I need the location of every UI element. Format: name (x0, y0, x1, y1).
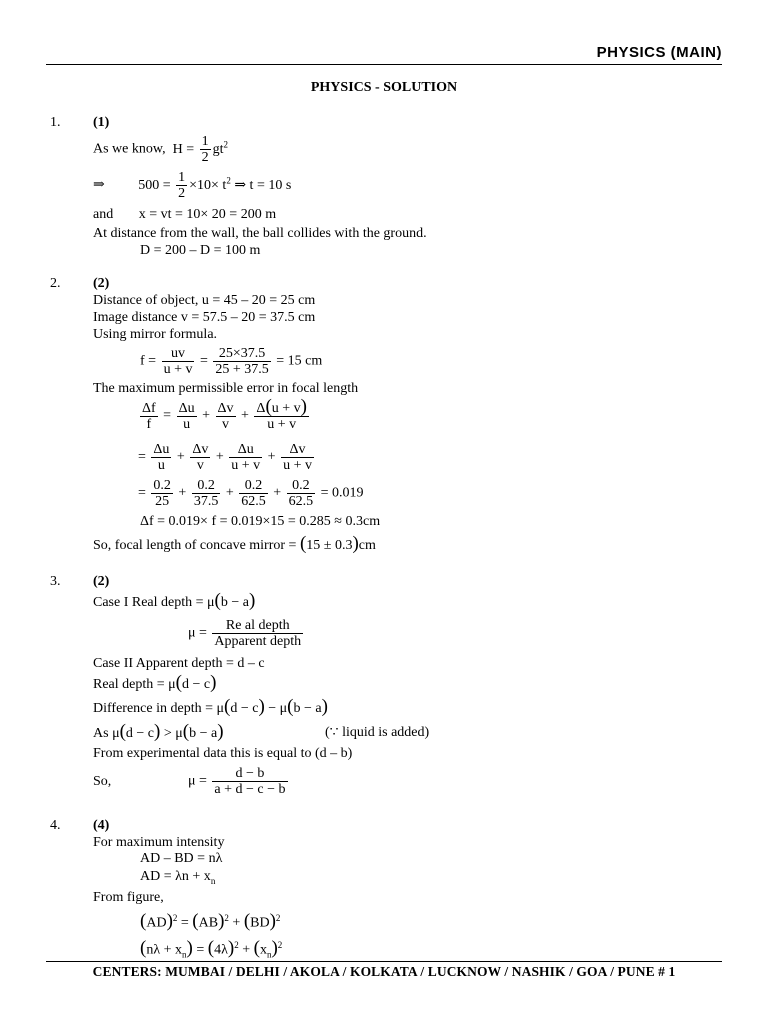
q4-pythagoras-eq: (AD)$^2$ = (AB)$^2$ + (BD)$^2$ (140, 910, 281, 932)
q4-number: 4. (50, 818, 61, 833)
q1-formula-line (93, 134, 228, 165)
q1-calc-t: 500 = $\frac{1}{2}$ $\times 10\times t^2$ ⇒ t = 10 s (138, 170, 292, 201)
q1-text-and: and (93, 207, 114, 222)
q2-object-distance: Distance of object, u = 45 – 20 = 25 cm (93, 293, 316, 308)
document-title: PHYSICS - SOLUTION (310, 80, 458, 95)
q1-result: D = 200 – D = 100 m (140, 243, 261, 258)
q2-image-distance: Image distance v = 57.5 – 20 = 37.5 cm (93, 310, 316, 325)
q2-mirror-formula-text: Using mirror formula. (93, 327, 218, 342)
q1-number: 1. (50, 115, 61, 130)
q3-inequality: μ(d − c) > μ(b − a) (112, 721, 224, 742)
q4-figure-text: From figure, (93, 890, 164, 905)
footer-rule (46, 961, 722, 962)
q1-text-as-we-know: As we know, (93, 141, 166, 157)
q3-mu-denominator: Apparent depth (214, 634, 302, 649)
q3-case1-eq: = μ(b − a) (195, 590, 256, 611)
q3-as-text: As (93, 726, 109, 741)
q3-real-depth-eq: = μ(d − c) (156, 672, 217, 693)
q3-real-depth-text: Real depth (93, 677, 154, 692)
q3-so-text: So, (93, 774, 112, 789)
q3-case2-text: Case II Apparent depth = d – c (93, 656, 265, 671)
q3-case1-line (93, 590, 256, 611)
q3-mu-definition: μ = Re al depth Apparent depth (188, 618, 302, 649)
q2-error-eq3: = $\frac{0.2}{25}$ + $\frac{0.2}{37.5}$ + $\frac{0.2}{62.5}$ + $\frac{0.2}{62.5}$ = 0.019 (138, 478, 364, 509)
q1-calc-line (93, 170, 291, 201)
q3-difference-eq: = μ(d − c) − μ(b − a) (205, 696, 328, 717)
q2-error-text: The maximum permissible error in focal length (93, 381, 359, 396)
q4-substitution-eq: $(n\lambda + x_n) = (4\lambda)^2 + (x_n)^2$ (140, 937, 283, 960)
header-rule (46, 64, 722, 65)
footer-centers: CENTERS: MUMBAI / DELHI / AKOLA / KOLKATA / LUCKNOW / NASHIK / GOA / PUNE # 1 (92, 964, 676, 979)
q3-as-line (93, 721, 224, 742)
header-title: PHYSICS (MAIN) (596, 44, 722, 61)
q1-and-line (93, 207, 276, 223)
q3-experimental-text: From experimental data this is equal to (d – b) (93, 746, 353, 761)
q4-answer: (4) (93, 818, 110, 833)
q2-focal-length-formula: f = $\frac{uv}{u + v}$ = $\frac{25\times 37.5}{25 + 37.5}$ = 15 cm (140, 346, 323, 377)
q3-liquid-note: (∵ liquid is added) (325, 725, 430, 740)
q1-calc-x: x = vt = 10× 20 = 200 m (138, 207, 277, 222)
q4-ad-eq: AD = $\lambda n + x_n$ (140, 869, 216, 886)
q3-mu-result: μ = $\frac{d - b}{a + d - c - b}$ (188, 766, 286, 797)
q3-answer: (2) (93, 574, 110, 589)
q2-focal-result-line (93, 533, 376, 554)
q3-difference-line (93, 696, 328, 717)
q4-max-intensity-text: For maximum intensity (93, 835, 225, 850)
q3-case1-text: Case I Real depth (93, 595, 193, 610)
q4-path-difference: AD – BD = nλ (140, 851, 223, 866)
q1-answer: (1) (93, 115, 110, 130)
q2-error-eq1: $\frac{\Delta f}{f}$ = $\frac{\Delta u}{u}$ + $\frac{\Delta v}{v}$ + $\frac{\Delta(u + v)}{u + v}$ (142, 396, 307, 432)
q1-formula-h: H = $\frac{1}{2}$ $gt^2$ (169, 134, 228, 165)
q2-number: 2. (50, 276, 61, 291)
q3-difference-text: Difference in depth (93, 701, 202, 716)
q2-focal-result-text: So, focal length of concave mirror = (93, 538, 297, 553)
q3-mu-numerator: Re al depth (212, 618, 303, 634)
q2-focal-result-value: (15 ± 0.3)cm (299, 533, 376, 554)
q1-implies: ⇒ (93, 177, 105, 193)
q2-answer: (2) (93, 276, 110, 291)
q3-real-depth-line (93, 672, 217, 693)
q3-number: 3. (50, 574, 61, 589)
q2-error-eq2: = $\frac{\Delta u}{u}$ + $\frac{\Delta v}{v}$ + $\frac{\Delta u}{u + v}$ + $\frac{\Delta v}{u + v}$ (138, 442, 312, 473)
q2-error-eq4: Δf = 0.019× f = 0.019×15 = 0.285 ≈ 0.3cm (140, 514, 381, 529)
q1-collide-text: At distance from the wall, the ball collides with the ground. (93, 226, 427, 241)
